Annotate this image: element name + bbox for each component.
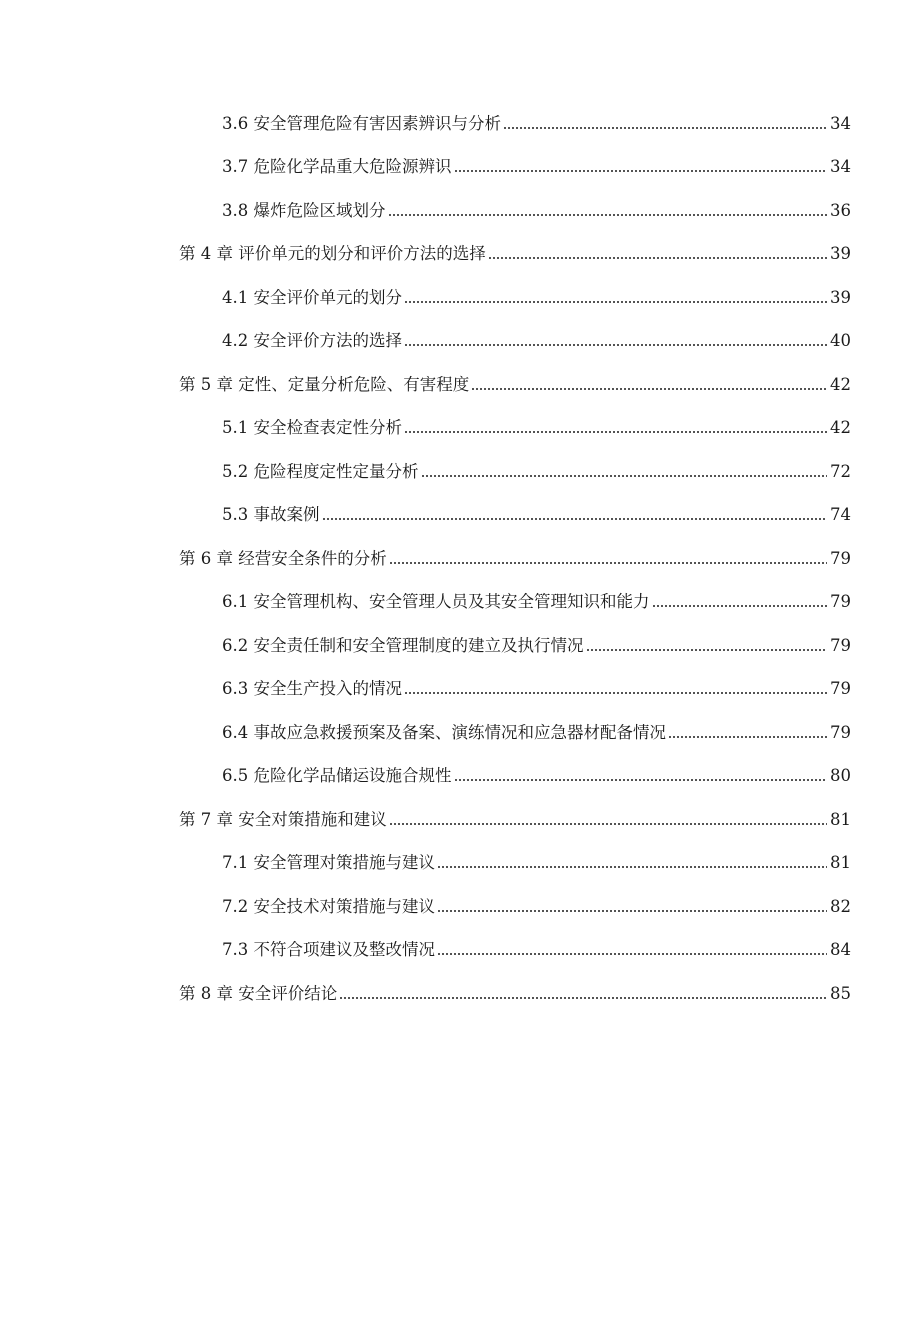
toc-dot-leader: [471, 375, 827, 395]
toc-entry[interactable]: [0, 407, 909, 451]
toc-page-number: 74: [830, 505, 851, 525]
toc-dot-leader: [437, 940, 827, 960]
toc-entry-title: 6.3 安全生产投入的情况: [222, 679, 402, 699]
toc-page-number: 79: [830, 592, 851, 612]
toc-page-number: 82: [830, 896, 851, 916]
toc-page-number: 36: [830, 200, 851, 220]
toc-entry-title: 7.1 安全管理对策措施与建议: [222, 853, 435, 873]
toc-entry[interactable]: [0, 624, 909, 668]
toc-dot-leader: [389, 549, 827, 569]
toc-entry[interactable]: [0, 450, 909, 494]
toc-entry[interactable]: [0, 842, 909, 886]
toc-page-number: 79: [830, 548, 851, 568]
toc-entry[interactable]: [0, 885, 909, 929]
toc-page-number: 81: [830, 853, 851, 873]
toc-entry-title: 第 4 章 评价单元的划分和评价方法的选择: [179, 244, 486, 264]
toc-dot-leader: [404, 418, 827, 438]
toc-entry-chapter[interactable]: [0, 798, 909, 842]
toc-entry[interactable]: [0, 755, 909, 799]
toc-page-number: 79: [830, 722, 851, 742]
toc-entry-title: 7.3 不符合项建议及整改情况: [222, 940, 435, 960]
toc-entry-chapter[interactable]: [0, 363, 909, 407]
toc-entry[interactable]: [0, 668, 909, 712]
toc-entry-title: 第 6 章 经营安全条件的分析: [179, 548, 387, 568]
toc-entry[interactable]: [0, 146, 909, 190]
toc-entry-title: 3.6 安全管理危险有害因素辨识与分析: [222, 113, 501, 133]
toc-page-number: 39: [830, 287, 851, 307]
toc-entry-title: 6.4 事故应急救援预案及备案、演练情况和应急器材配备情况: [222, 722, 666, 742]
toc-entry-title: 第 8 章 安全评价结论: [179, 983, 338, 1003]
toc-entry-title: 4.1 安全评价单元的划分: [222, 287, 402, 307]
toc-dot-leader: [454, 157, 828, 177]
toc-entry-title: 第 5 章 定性、定量分析危险、有害程度: [179, 374, 470, 394]
toc-entry[interactable]: [0, 189, 909, 233]
toc-entry[interactable]: [0, 102, 909, 146]
toc-page-number: 79: [830, 635, 851, 655]
toc-dot-leader: [404, 288, 827, 308]
toc-dot-leader: [437, 853, 827, 873]
toc-entry-title: 3.8 爆炸危险区域划分: [222, 200, 386, 220]
toc-dot-leader: [388, 201, 828, 221]
toc-dot-leader: [652, 592, 828, 612]
toc-page-number: 42: [830, 418, 851, 438]
toc-page-number: 42: [830, 374, 851, 394]
toc-page-number: 84: [830, 940, 851, 960]
toc-page-number: 81: [830, 809, 851, 829]
table-of-contents: [0, 102, 909, 1016]
toc-entry-title: 5.2 危险程度定性定量分析: [222, 461, 419, 481]
toc-dot-leader: [421, 462, 828, 482]
toc-page-number: 40: [830, 331, 851, 351]
toc-entry-title: 6.1 安全管理机构、安全管理人员及其安全管理知识和能力: [222, 592, 650, 612]
toc-entry-title: 7.2 安全技术对策措施与建议: [222, 896, 435, 916]
toc-page-number: 39: [830, 244, 851, 264]
toc-entry-title: 6.5 危险化学品储运设施合规性: [222, 766, 452, 786]
toc-page-number: 34: [830, 113, 851, 133]
toc-dot-leader: [668, 723, 827, 743]
toc-entry[interactable]: [0, 320, 909, 364]
toc-entry-title: 3.7 危险化学品重大危险源辨识: [222, 157, 452, 177]
toc-entry[interactable]: [0, 276, 909, 320]
toc-entry-chapter[interactable]: [0, 537, 909, 581]
toc-dot-leader: [322, 505, 828, 525]
toc-page-number: 80: [830, 766, 851, 786]
toc-entry[interactable]: [0, 711, 909, 755]
toc-dot-leader: [586, 636, 828, 656]
toc-page-number: 34: [830, 157, 851, 177]
toc-dot-leader: [389, 810, 827, 830]
toc-entry[interactable]: [0, 581, 909, 625]
toc-entry-title: 5.3 事故案例: [222, 505, 320, 525]
toc-dot-leader: [488, 244, 827, 264]
toc-dot-leader: [437, 897, 827, 917]
toc-dot-leader: [454, 766, 828, 786]
toc-dot-leader: [404, 331, 827, 351]
toc-entry-title: 第 7 章 安全对策措施和建议: [179, 809, 387, 829]
toc-entry-title: 6.2 安全责任制和安全管理制度的建立及执行情况: [222, 635, 584, 655]
toc-page-number: 79: [830, 679, 851, 699]
toc-entry[interactable]: [0, 929, 909, 973]
toc-page-number: 85: [830, 983, 851, 1003]
toc-dot-leader: [404, 679, 827, 699]
toc-page-number: 72: [830, 461, 851, 481]
toc-entry-title: 5.1 安全检查表定性分析: [222, 418, 402, 438]
toc-dot-leader: [339, 984, 827, 1004]
toc-entry-chapter[interactable]: [0, 972, 909, 1016]
toc-entry[interactable]: [0, 494, 909, 538]
toc-entry-chapter[interactable]: [0, 233, 909, 277]
toc-dot-leader: [503, 114, 827, 134]
toc-entry-title: 4.2 安全评价方法的选择: [222, 331, 402, 351]
